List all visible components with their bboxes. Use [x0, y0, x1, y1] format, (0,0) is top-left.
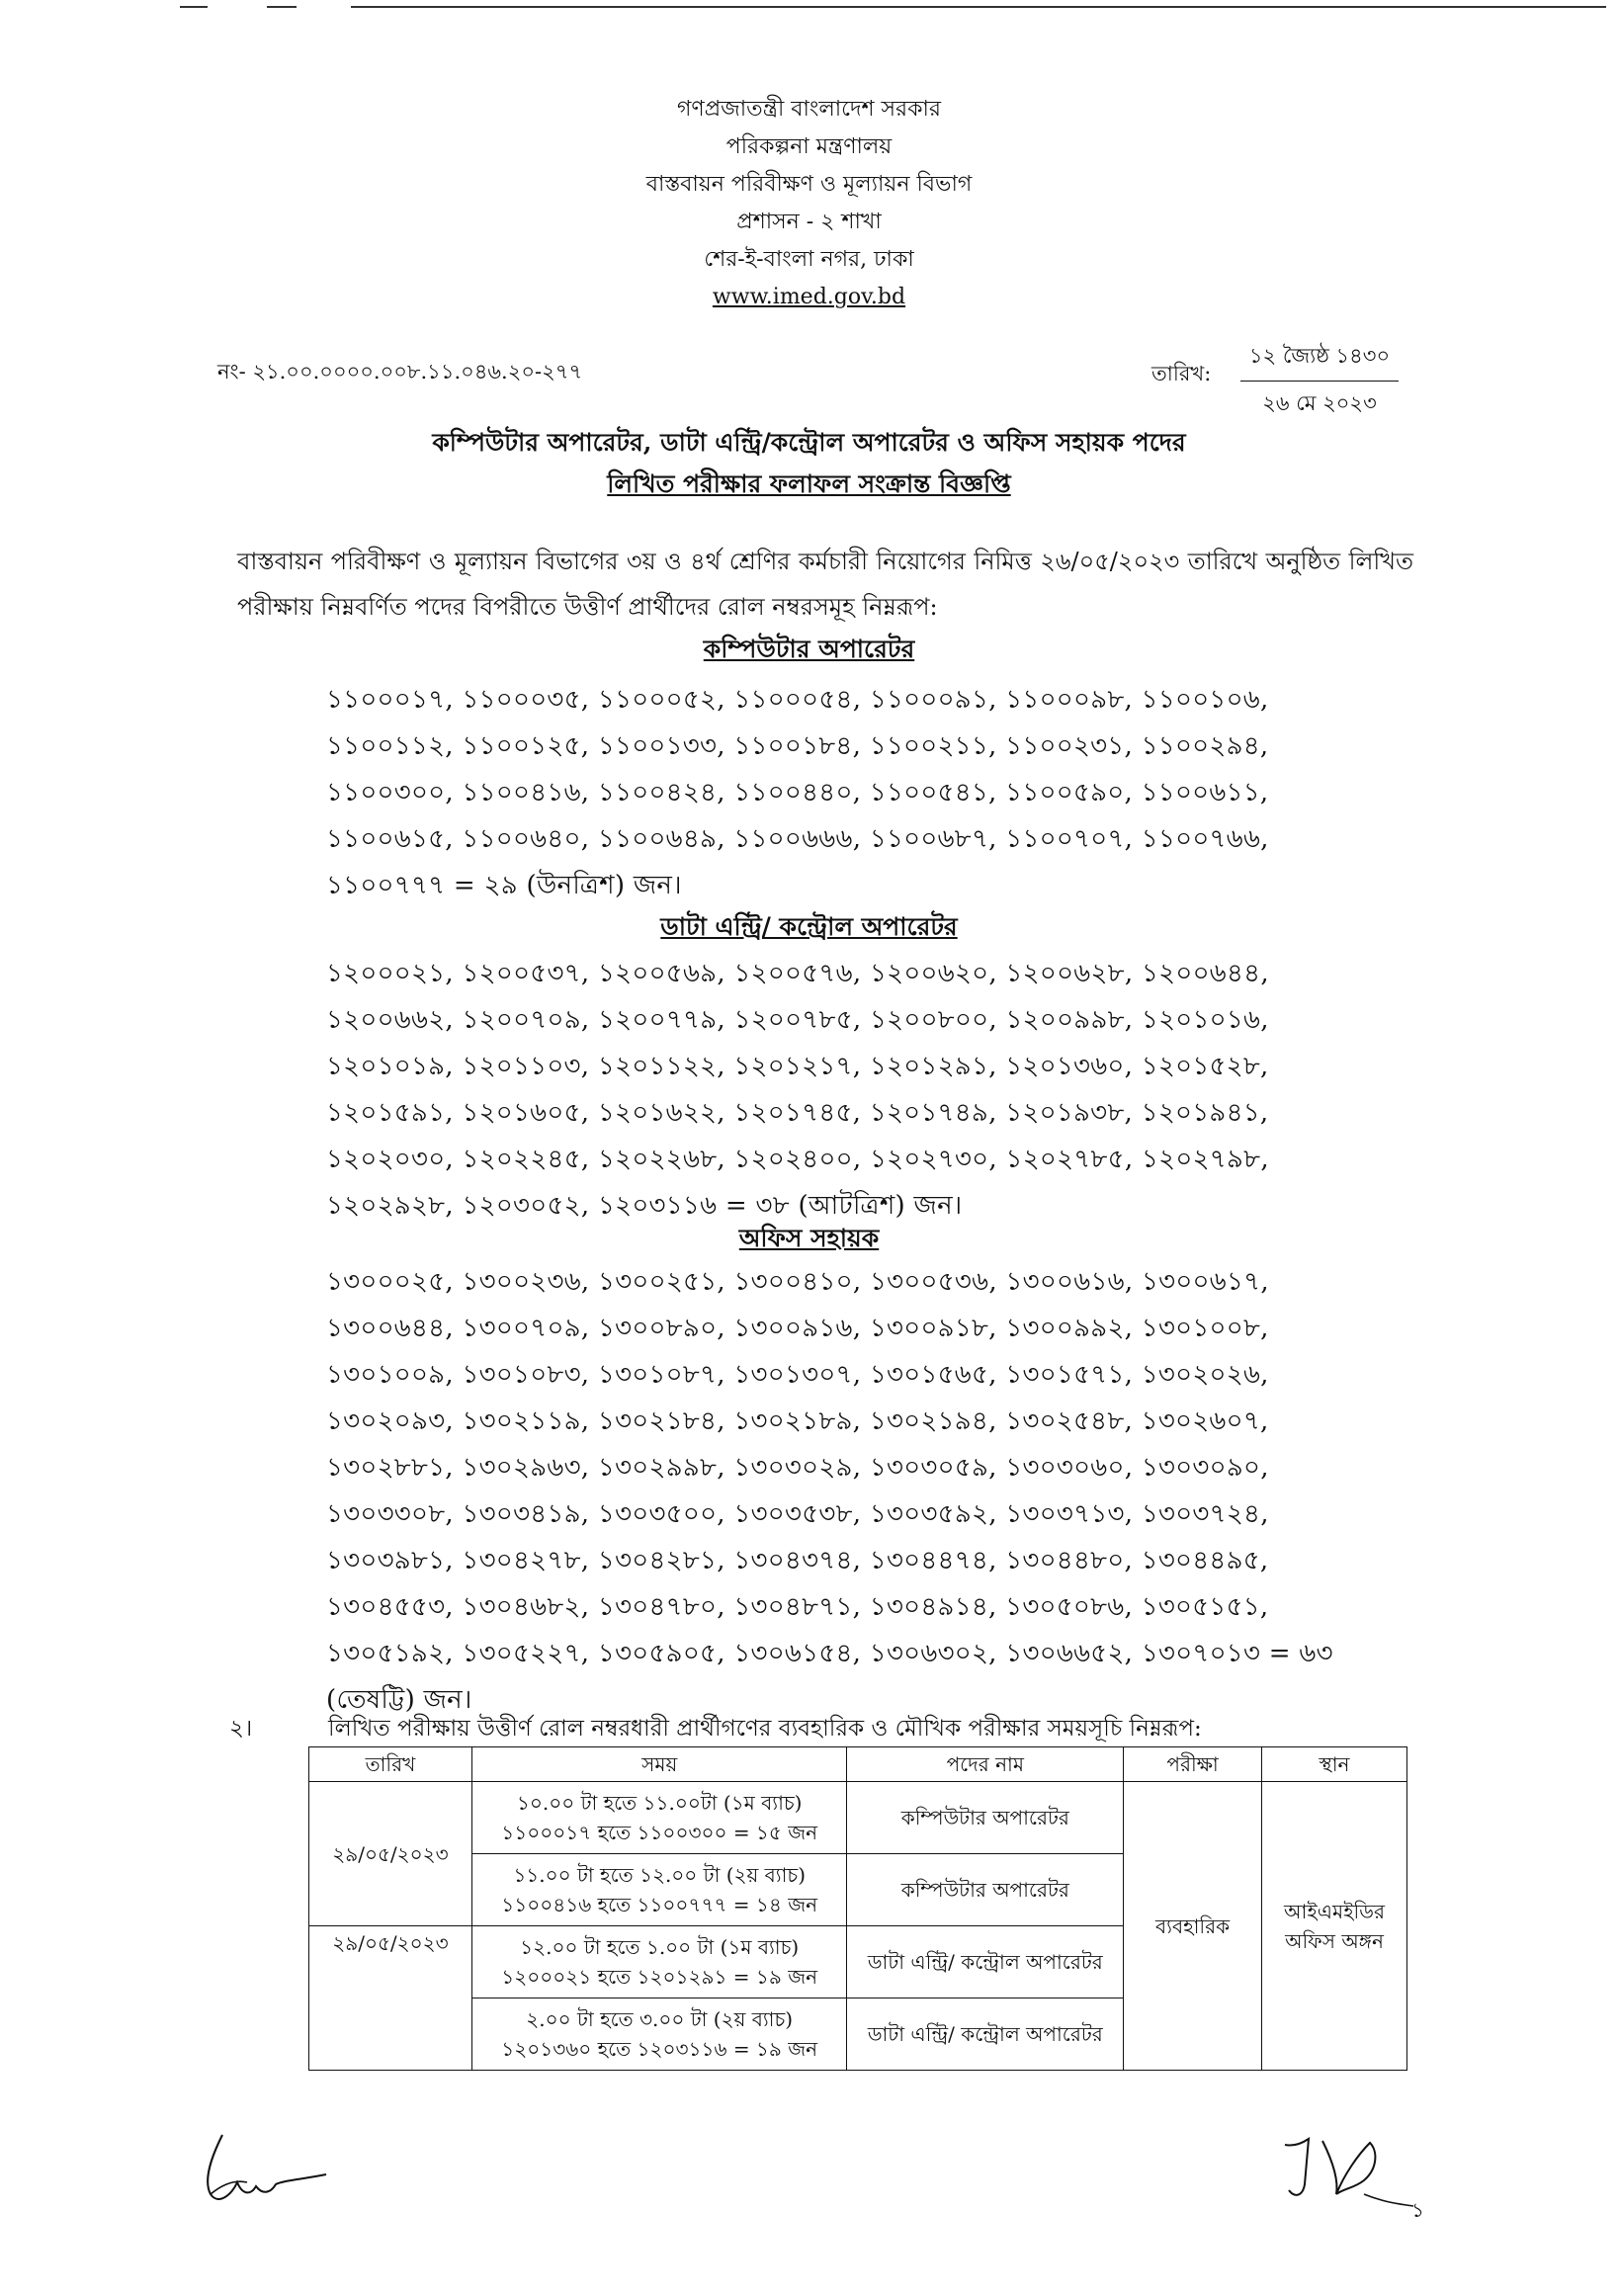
- post-cell: কম্পিউটার অপারেটর: [847, 1782, 1124, 1854]
- roll-list-computer-operator: ১১০০০১৭, ১১০০০৩৫, ১১০০০৫২, ১১০০০৫৪, ১১০০০৯১, ১১০০০৯৮, ১১০০১০৬, ১১০০১১২, ১১০০১২৫, ১১০০১৩৩, ১১০০১৮৪, ১১০০২১১, ১১০০২৩১, ১১০০২৯৪, ১১০০৩০০, ১১০০৪১৬, ১১০০৪২৪, ১১০০৪৪০, ১১০০৫৪১, ১১০০৫৯০, ১১০০৬১১, ১১০০৬১৫, ১১০০৬৪০, ১১০০৬৪৯, ১১০০৬৬৬, ১১০০৬৮৭, ১১০০৭০৭, ১১০০৭৬৬, ১১০০৭৭৭ = ২৯ (উনত্রিশ) জন।: [326, 685, 1269, 900]
- column-header-exam: পরীক্ষা: [1124, 1747, 1262, 1782]
- venue-line: আইএমইডির: [1284, 1899, 1385, 1923]
- column-header-time: সময়: [471, 1747, 847, 1782]
- column-header-venue: স্থান: [1262, 1747, 1407, 1782]
- section-heading-computer-operator: কম্পিউটার অপারেটর: [703, 635, 915, 663]
- header-government: গণপ্রজাতন্ত্রী বাংলাদেশ সরকার: [676, 97, 942, 122]
- date-cell: ২৯/০৫/২০২৩: [309, 1782, 472, 1926]
- time-slot: ১২.০০ টা হতে ১.০০ টা (১ম ব্যাচ): [520, 1935, 800, 1959]
- item-text: লিখিত পরীক্ষায় উত্তীর্ণ রোল নম্বরধারী প্রার্থীগণের ব্যবহারিক ও মৌখিক পরীক্ষার সময়সূচি নিম্নরূপ:: [328, 1716, 1202, 1742]
- signature-right: [1275, 2125, 1423, 2214]
- table-header-row: [309, 1747, 1407, 1782]
- scan-top-marks: [0, 2, 1618, 12]
- page-number: ১: [1411, 2198, 1424, 2222]
- column-header-date: তারিখ: [309, 1747, 472, 1782]
- header-website-link[interactable]: www.imed.gov.bd: [712, 285, 906, 309]
- venue-cell: [1262, 1782, 1407, 2071]
- roll-range: ১১০০০১৭ হতে ১১০০৩০০ = ১৫ জন: [501, 1821, 818, 1844]
- signature-left: [193, 2125, 341, 2214]
- date-cell: ২৯/০৫/২০২৩: [309, 1926, 472, 2071]
- roll-list-data-entry: ১২০০০২১, ১২০০৫৩৭, ১২০০৫৬৯, ১২০০৫৭৬, ১২০০৬২০, ১২০০৬২৮, ১২০০৬৪৪, ১২০০৬৬২, ১২০০৭০৯, ১২০০৭৭৯, ১২০০৭৮৫, ১২০০৮০০, ১২০০৯৯৮, ১২০১০১৬, ১২০১০১৯, ১২০১১০৩, ১২০১১২২, ১২০১২১৭, ১২০১২৯১, ১২০১৩৬০, ১২০১৫২৮, ১২০১৫৯১, ১২০১৬০৫, ১২০১৬২২, ১২০১৭৪৫, ১২০১৭৪৯, ১২০১৯৩৮, ১২০১৯৪১, ১২০২০৩০, ১২০২২৪৫, ১২০২২৬৮, ১২০২৪০০, ১২০২৭৩০, ১২০২৭৮৫, ১২০২৭৯৮, ১২০২৯২৮, ১২০৩০৫২, ১২০৩১১৬ = ৩৮ (আটত্রিশ) জন।: [326, 959, 1269, 1221]
- roll-range: ১১০০৪১৬ হতে ১১০০৭৭৭ = ১৪ জন: [501, 1893, 818, 1916]
- post-cell: কম্পিউটার অপারেটর: [847, 1854, 1124, 1926]
- column-header-post: পদের নাম: [847, 1747, 1124, 1782]
- time-cell: [471, 1782, 847, 1854]
- roll-range: ১২০০০২১ হতে ১২০১২৯১ = ১৯ জন: [501, 1965, 818, 1989]
- header-address: শের-ই-বাংলা নগর, ঢাকা: [704, 247, 914, 272]
- date-values: [1240, 340, 1399, 422]
- reference-number: নং- ২১.০০.০০০০.০০৮.১১.০৪৬.২০-২৭৭: [217, 360, 583, 383]
- section-heading-office-assistant: অফিস সহায়ক: [738, 1224, 880, 1252]
- header-branch: প্রশাসন - ২ শাখা: [736, 210, 882, 234]
- schedule-table: [308, 1746, 1407, 2071]
- intro-paragraph: বাস্তবায়ন পরিবীক্ষণ ও মূল্যায়ন বিভাগের ৩য় ও ৪র্থ শ্রেণির কর্মচারী নিয়োগের নিমিত্ত ২৬/০৫/২০২৩ তারিখে অনুষ্ঠিত লিখিত পরীক্ষায় নিম্নবর্ণিত পদের বিপরীতে উত্তীর্ণ প্রার্থীদের রোল নম্বরসমূহ নিম্নরূপ:: [237, 548, 1413, 621]
- time-cell: [471, 1854, 847, 1926]
- time-slot: ১০.০০ টা হতে ১১.০০টা (১ম ব্যাচ): [516, 1791, 803, 1815]
- table-row: [309, 1782, 1407, 1854]
- office-header: [0, 91, 1618, 316]
- venue-line: অফিস অঙ্গন: [1285, 1928, 1384, 1953]
- date-bangla: ১২ জ্যৈষ্ঠ ১৪৩০: [1240, 340, 1399, 382]
- time-cell: [471, 1998, 847, 2071]
- post-cell: ডাটা এন্ট্রি/ কন্ট্রোল অপারেটর: [847, 1926, 1124, 1998]
- notice-subtitle: লিখিত পরীক্ষার ফলাফল সংক্রান্ত বিজ্ঞপ্তি: [607, 469, 1011, 498]
- roll-range: ১২০১৩৬০ হতে ১২০৩১১৬ = ১৯ জন: [501, 2037, 818, 2061]
- section-heading-data-entry: ডাটা এন্ট্রি/ কন্ট্রোল অপারেটর: [660, 912, 958, 941]
- item-number: ২।: [229, 1716, 253, 1742]
- roll-list-office-assistant: ১৩০০০২৫, ১৩০০২৩৬, ১৩০০২৫১, ১৩০০৪১০, ১৩০০৫৩৬, ১৩০০৬১৬, ১৩০০৬১৭, ১৩০০৬৪৪, ১৩০০৭০৯, ১৩০০৮৯০, ১৩০০৯১৬, ১৩০০৯১৮, ১৩০০৯৯২, ১৩০১০০৮, ১৩০১০০৯, ১৩০১০৮৩, ১৩০১০৮৭, ১৩০১৩০৭, ১৩০১৫৬৫, ১৩০১৫৭১, ১৩০২০২৬, ১৩০২০৯৩, ১৩০২১১৯, ১৩০২১৮৪, ১৩০২১৮৯, ১৩০২১৯৪, ১৩০২৫৪৮, ১৩০২৬০৭, ১৩০২৮৮১, ১৩০২৯৬৩, ১৩০২৯৯৮, ১৩০৩০২৯, ১৩০৩০৫৯, ১৩০৩০৬০, ১৩০৩০৯০, ১৩০৩৩০৮, ১৩০৩৪১৯, ১৩০৩৫০০, ১৩০৩৫৩৮, ১৩০৩৫৯২, ১৩০৩৭১৩, ১৩০৩৭২৪, ১৩০৩৯৮১, ১৩০৪২৭৮, ১৩০৪২৮১, ১৩০৪৩৭৪, ১৩০৪৪৭৪, ১৩০৪৪৮০, ১৩০৪৪৯৫, ১৩০৪৫৫৩, ১৩০৪৬৮২, ১৩০৪৭৮০, ১৩০৪৮৭১, ১৩০৪৯১৪, ১৩০৫০৮৬, ১৩০৫১৫১, ১৩০৫১৯২, ১৩০৫২২৭, ১৩০৫৯০৫, ১৩০৬১৫৪, ১৩০৬৩০২, ১৩০৬৬৫২, ১৩০৭০১৩ = ৬৩ (তেষট্টি) জন।: [326, 1267, 1333, 1715]
- header-ministry: পরিকল্পনা মন্ত্রণালয়: [725, 134, 893, 159]
- date-english: ২৬ মে ২০২৩: [1262, 391, 1377, 415]
- notice-title: কম্পিউটার অপারেটর, ডাটা এন্ট্রি/কন্ট্রোল অপারেটর ও অফিস সহায়ক পদের: [432, 428, 1186, 457]
- post-cell: ডাটা এন্ট্রি/ কন্ট্রোল অপারেটর: [847, 1998, 1124, 2071]
- time-cell: [471, 1926, 847, 1998]
- header-division: বাস্তবায়ন পরিবীক্ষণ ও মূল্যায়ন বিভাগ: [645, 172, 973, 197]
- time-slot: ১১.০০ টা হতে ১২.০০ টা (২য় ব্যাচ): [513, 1863, 807, 1887]
- date-label: তারিখ:: [1151, 362, 1212, 385]
- exam-cell: ব্যবহারিক: [1124, 1782, 1262, 2071]
- time-slot: ২.০০ টা হতে ৩.০০ টা (২য় ব্যাচ): [526, 2007, 794, 2031]
